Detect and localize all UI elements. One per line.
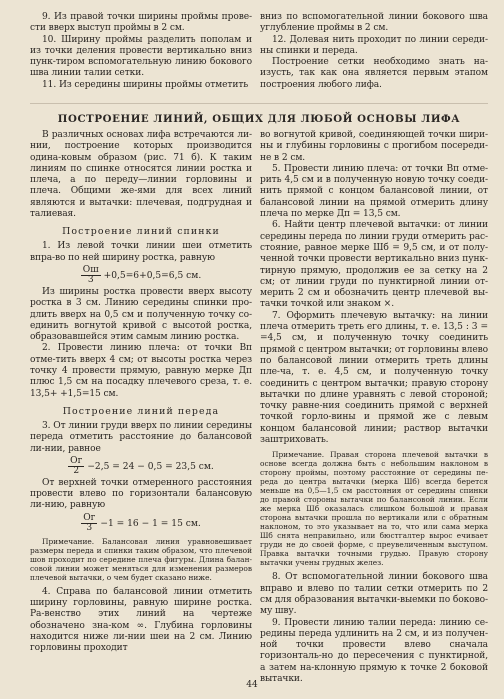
right-column <box>260 130 488 685</box>
formula-1-denominator: 3 <box>87 274 94 285</box>
formula-1-rest: +0,5=6+0,5=6,5 см. <box>103 270 202 281</box>
formula-1 <box>30 266 252 285</box>
top-right-paragraph-note: Построение сетки необходимо знать на-изусть, так как она является первым этапом построения любого лифа. <box>260 57 488 90</box>
paragraph-3: 3. От линии груди вверх по линии середины переда отметить расстояние до балансовой ли-нии, равное <box>30 420 252 454</box>
right-paragraph-6: 6. Найти центр плечевой вытачки: от линии середины переда по линии груди отмерить рас-стояние, равное мерке Шб = 9,5 см, и от полу-ченной точки провести вертикально вниз пунк-тирную прямую, продолжив ее за сетку на 2 см; от линии груди по пунктирной линии от-мерить 2 см и обозначить центр плечевой вы-тачки точкой или знаком ×. <box>260 220 488 310</box>
top-right-paragraph-12: 12. Долевая нить проходит по линии середи-ны спинки и переда. <box>260 34 488 56</box>
top-left-paragraph-11: 11. Из середины ширины проймы отметить <box>42 79 249 90</box>
formula-3 <box>30 457 252 476</box>
top-left-column <box>30 12 252 91</box>
section-divider <box>30 103 488 104</box>
page-number: 44 <box>246 680 258 690</box>
formula-4-numerator: Ог <box>83 512 96 523</box>
right-paragraph-7: 7. Оформить плечевую вытачку: на линии плеча отмерить треть его длины, т. е. 13,5 : 3 = =4,5 см, и полученную точку соединить прямой с центром вытачки; от горловины влево по балансовой линии отмерить треть длины пле-ча, т. е. 4,5 см, и полученную точку соединить с центром вытачки; правую сторону вытачки по длине уравнять с левой стороной; точку равне-ния соединить прямой с верхней точкой горло-вины и прямой же с левым концом балансовой линии; раствор вытачки заштриховать. <box>260 310 488 446</box>
top-right-column <box>260 12 488 91</box>
formula-3-denominator: 2 <box>73 465 80 476</box>
subheading-spinka: Построение линий спинки <box>62 226 220 238</box>
paragraph-1: 1. Из левой точки линии шеи отметить впра-во по ней ширину ростка, равную <box>30 241 252 263</box>
left-column <box>30 130 252 655</box>
right-paragraph-9: 9. Провести линию талии переда: линию се-редины переда удлинить на 2 см, и из получен-ной точки провести влево сначала горизонталь-но до пересечения с пунктирной, а затем на-клонную прямую к точке 2 боковой вытачки. <box>260 617 488 684</box>
formula-4-denominator: 3 <box>86 522 93 533</box>
note-shoulder-dart: Примечание. Правая сторона плечевой вытачки в основе всегда должна быть с небольшим наклоном в сторону проймы, поэтому расстояние от середины пе-реда до центра вытачки (мерка Шб) всегда берется меньше на 0,5—1,5 см расстояния от середины спинки до правой стороны вытачки по балансовой линии. Если же мерка Шб оказалась слишком большой и правая сторона вытачки прошла по вертикали или с обратным наклоном, то это указывает на то, что или сама мерка Шб снята неправильно, или бюстгалтер вырос ечивает груди не до своей форме, с преувеличенным выступом. Правка вытачки точными грудью. Правую сторону вытачки учены грудных желез. <box>260 450 488 568</box>
formula-3-numerator: Ог <box>70 455 83 466</box>
right-paragraph-5: 5. Провести линию плеча: от точки Вп отме-рить 4,5 см и в полученную новую точку соеди-нить прямой с концом балансовой линии, от балансовой линии на прямой отмерить длину плеча по мерке Дп = 13,5 см. <box>260 163 488 220</box>
formula-4 <box>30 514 252 533</box>
intro-paragraph: В различных основах лифа встречаются ли-нии, построение которых производится одина-ковым образом (рис. 71 б). К таким линиям по спинке относятся линии ростка и плеча, а по переду—линии горловины и плеча. Общими же-ями для всех линий являются и вытачки: плечевая, подгрудная и талиевая. <box>30 130 252 220</box>
subheading-pereda: Построение линий переда <box>62 405 220 417</box>
formula-4-rest: −1 = 16 − 1 = 15 см. <box>100 518 201 529</box>
formula-3-rest: −2,5 = 24 − 0,5 = 23,5 см. <box>87 461 214 472</box>
top-left-paragraph-9: 9. Из правой точки ширины проймы прове-сти вверх выступ проймы в 2 см. <box>30 12 252 34</box>
note-balance-line: Примечание. Балансовая линия уравновешивает размеры переда и спинки таким образом, что плечевой шов проходит по середине плеча фигуры. Длина балан-совой линии может меняться для изменения размеров плечевой вытачки, о чем будет сказано ниже. <box>30 536 252 582</box>
paragraph-1b: Из ширины ростка провести вверх высоту ростка в 3 см. Линию середины спинки про-длить вверх на 0,5 см и полученную точку со-единить вогнутой кривой с высотой ростка, образовавшейся этим самым линию ростка. <box>30 286 252 343</box>
paragraph-2: 2. Провести линию плеча: от точки Вп отме-тить вверх 4 см; от высоты ростка через точку 4 провести прямую, равную мерке Дп плюс 1,5 см на посадку плечевого среза, т. е. 13,5+ +1,5=15 см. <box>30 343 252 399</box>
right-paragraph-cont: во вогнутой кривой, соединяющей точки шири-ны и глубины горловины с прогибом посереди-не в 2 см. <box>260 130 488 163</box>
paragraph-4: 4. Справа по балансовой линии отметить ширину горловины, равную ширине ростка. Ра-венство этих линий на чертеже обозначено зна-ком ∞. Глубина горловины находится ниже ли-нии шеи на 2 см. Линию горловины проходит <box>30 586 252 654</box>
paragraph-3b: От верхней точки отмеренного расстояния провести влево по горизонтали балансовую ли-нию, равную <box>30 477 252 511</box>
right-paragraph-8: 8. От вспомогательной линии бокового шва вправо и влево по талии сетки отмерить по 2 см для образования вытачки-выемки по боково-му шву. <box>260 572 488 617</box>
section-heading: ПОСТРОЕНИЕ ЛИНИЙ, ОБЩИХ ДЛЯ ЛЮБОЙ ОСНОВЫ ЛИФА <box>57 113 461 125</box>
top-left-paragraph-10: 10. Ширину проймы разделить пополам и из точки деления провести вертикально вниз пунк-тиром вспомогательную линию бокового шва линии талии сетки. <box>30 34 252 79</box>
formula-1-numerator: Ош <box>82 264 99 275</box>
top-right-paragraph-cont: вниз по вспомогательной линии бокового шва углубление проймы в 2 см. <box>260 12 488 34</box>
